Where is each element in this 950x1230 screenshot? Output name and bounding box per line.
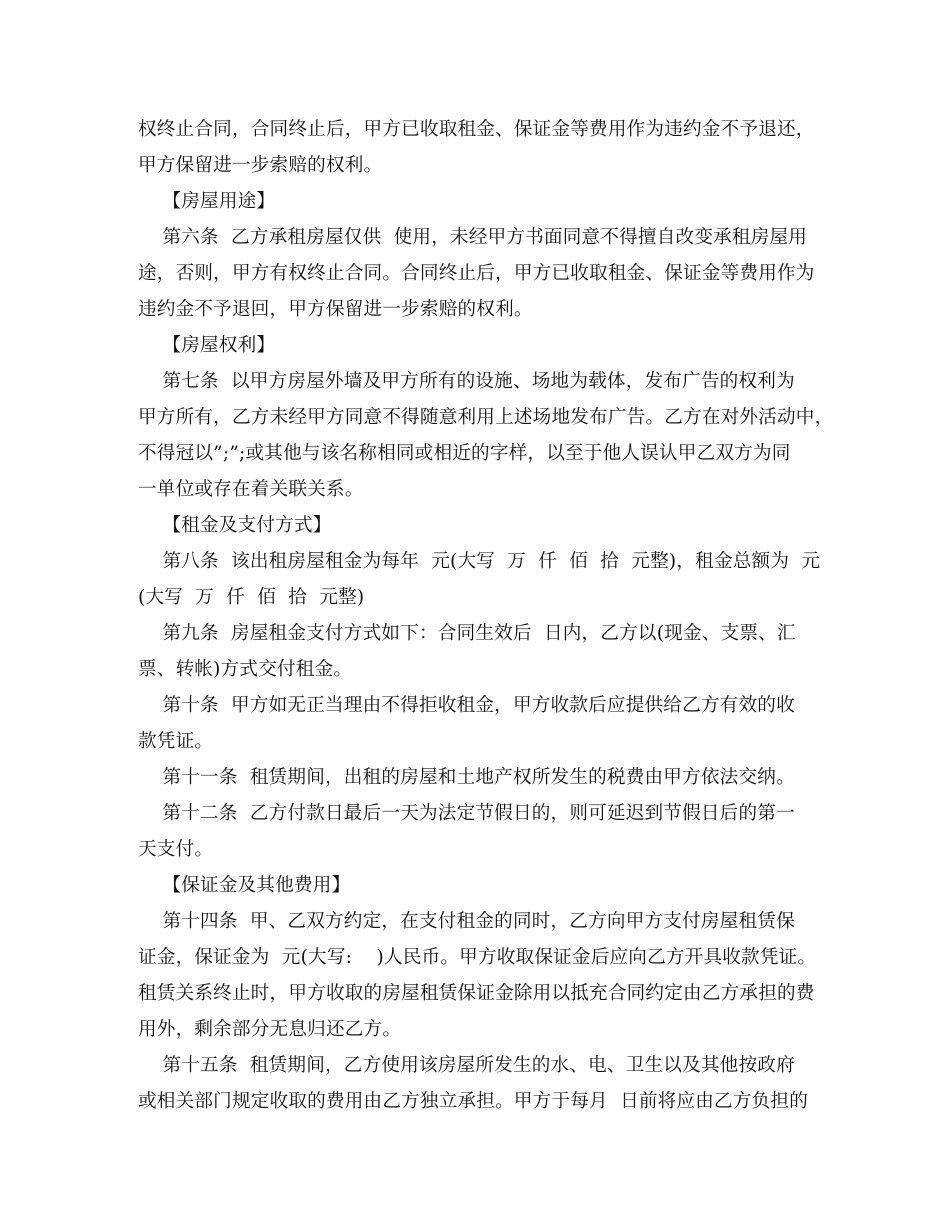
text-line-9: 甲方所有，乙方未经甲方同意不得随意利用上述场地发布广告。乙方在对外活动中，	[138, 407, 834, 428]
text-line-21: 天支付。	[138, 839, 214, 860]
section-heading-usage: 【房屋用途】	[138, 191, 276, 212]
section-heading-rent: 【租金及支付方式】	[138, 515, 332, 536]
text-line-20: 第十二条 乙方付款日最后一天为法定节假日的，则可延迟到节假日后的第一	[138, 803, 795, 824]
text-line-5: 途，否则，甲方有权终止合同。合同终止后，甲方已收取租金、保证金等费用作为	[138, 263, 815, 284]
text-line-18: 款凭证。	[138, 731, 214, 752]
document-page	[138, 112, 834, 1120]
text-line-23: 第十四条 甲、乙双方约定，在支付租金的同时，乙方向甲方支付房屋租赁保	[138, 911, 795, 932]
text-line-16: 票、转帐)方式交付租金。	[138, 659, 353, 680]
text-line-11: 一单位或存在着关联关系。	[138, 479, 364, 500]
text-line-25: 租赁关系终止时，甲方收取的房屋租赁保证金除用以抵充合同约定由乙方承担的费	[138, 983, 815, 1004]
text-line-1: 权终止合同，合同终止后，甲方已收取租金、保证金等费用作为违约金不予退还，	[138, 119, 815, 140]
text-line-4: 第六条 乙方承租房屋仅供 使用，未经甲方书面同意不得擅自改变承租房屋用	[138, 227, 808, 248]
section-heading-deposit: 【保证金及其他费用】	[138, 875, 351, 896]
text-line-15: 第九条 房屋租金支付方式如下：合同生效后 日内，乙方以(现金、支票、汇	[138, 623, 796, 644]
text-line-13: 第八条 该出租房屋租金为每年 元(大写 万 仟 佰 拾 元整)，租金总额为 元	[138, 551, 821, 572]
text-line-8: 第七条 以甲方房屋外墙及甲方所有的设施、场地为载体，发布广告的权利为	[138, 371, 795, 392]
text-line-26: 用外，剩余部分无息归还乙方。	[138, 1019, 402, 1040]
text-line-2: 甲方保留进一步索赔的权利。	[138, 155, 383, 176]
text-line-24: 证金，保证金为 元(大写: )人民币。甲方收取保证金后应向乙方开具收款凭证。	[138, 947, 817, 968]
text-line-14: (大写 万 仟 佰 拾 元整)	[138, 587, 365, 608]
section-heading-rights: 【房屋权利】	[138, 335, 276, 356]
text-line-28: 或相关部门规定收取的费用由乙方独立承担。甲方于每月 日前将应由乙方负担的	[138, 1091, 809, 1112]
text-line-27: 第十五条 租赁期间，乙方使用该房屋所发生的水、电、卫生以及其他按政府	[138, 1055, 795, 1076]
text-line-10: 不得冠以”;”;或其他与该名称相同或相近的字样，以至于他人误认甲乙双方为同	[138, 443, 791, 464]
text-line-6: 违约金不予退回，甲方保留进一步索赔的权利。	[138, 299, 533, 320]
text-line-17: 第十条 甲方如无正当理由不得拒收租金，甲方收款后应提供给乙方有效的收	[138, 695, 795, 716]
text-line-19: 第十一条 租赁期间，出租的房屋和土地产权所发生的税费由甲方依法交纳。	[138, 767, 795, 788]
